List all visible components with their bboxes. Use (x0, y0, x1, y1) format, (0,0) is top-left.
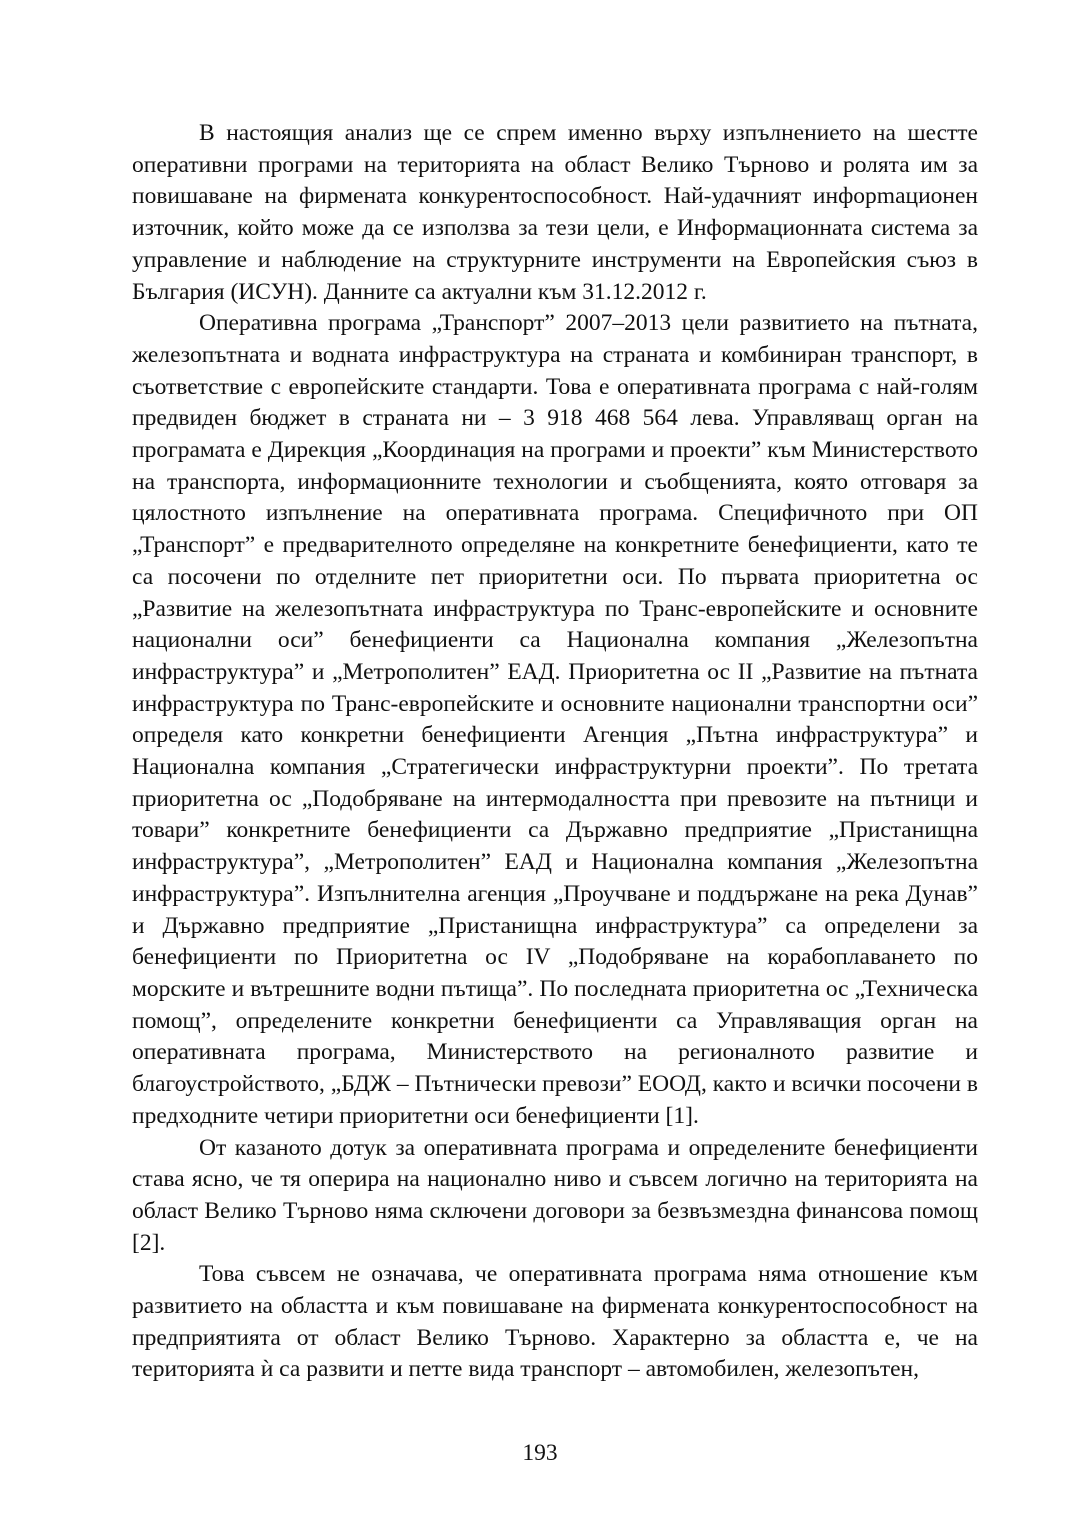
paragraph-1: В настоящия анализ ще се спрем именно върху изпълнението на шестте оперативни програми на територията на област Велико Търново и ролята им за повишаване на фирмената конкурентоспособност. Най-удачният инфорmационен източник, който може да се използва за тези цели, е Информационната система за управление и наблюдение на структурните инструменти на Европейския съюз в България (ИСУН). Данните са актуални към 31.12.2012 г. (132, 120, 978, 305)
page-number: 193 (522, 1440, 558, 1466)
body-text (132, 118, 978, 1386)
paragraph-3: От казаното дотук за оперативната програма и определените бенефициенти става ясно, че тя оперира на национално ниво и съвсем логично на територията на област Велико Търново няма сключени договори за безвъзмездна финансова помощ [2]. (132, 1134, 978, 1256)
paragraph-2: Оперативна програма „Транспорт” 2007–2013 цели развитието на пътната, железопътната и водната инфраструктура на страната и комбиниран транспорт, в съответствие с европейските стандарти. Това е оперативната програма с най-голям предвиден бюджет в страната ни – 3 918 468 564 лева. Управляващ орган на програмата е Дирекция „Координация на програми и проекти” към Министерството на транспорта, информационните технологии и съобщенията, която отговаря за цялостното изпълнение на оперативната програма. Специфичното при ОП „Транспорт” е предварителното определяне на конкретните бенефициенти, като те са посочени по отделните пет приоритетни оси. По първата приоритетна ос „Развитие на железопътната инфраструктура по Транс-европейските и основните национални оси” бенефициенти са Национална компания „Железопътна инфраструктура” и „Метрополитен” ЕАД. Приоритетна ос II „Развитие на пътната инфраструктура по Транс-европейските и основните национални транспортни оси” определя като конкретни бенефициенти Агенция „Пътна инфраструктура” и Национална компания „Стратегически инфраструктурни проекти”. По третата приоритетна ос „Подобряване на интермодалността при превозите на пътници и товари” конкретните бенефициенти са Държавно предприятие „Пристанищна инфраструктура”, „Метрополитен” ЕАД и Национална компания „Железопътна инфраструктура”. Изпълнителна агенция „Проучване и поддържане на река Дунав” и Държавно предприятие „Пристанищна инфраструктура” са определени за бенефициенти по Приоритетна ос IV „Подобряване на корабоплаването по морските и вътрешните водни пътища”. По последната приоритетна ос „Техническа помощ”, определените конкретни бенефициенти са Управляващия орган на оперативната програма, Министерството на регионалното развитие и благоустройството, „БДЖ – Пътнически превози” ЕООД, както и всички посочени в предходните четири приоритетни оси бенефициенти [1]. (132, 310, 978, 1129)
paragraph-4: Това съвсем не означава, че оперативната програма няма отношение към развитието на областта и към повишаване на фирмената конкурентоспособност на предприятията от област Велико Търново. Характерно за областта е, че на територията ѝ са развити и петте вида транспорт – автомобилен, железопътен, (132, 1261, 978, 1383)
